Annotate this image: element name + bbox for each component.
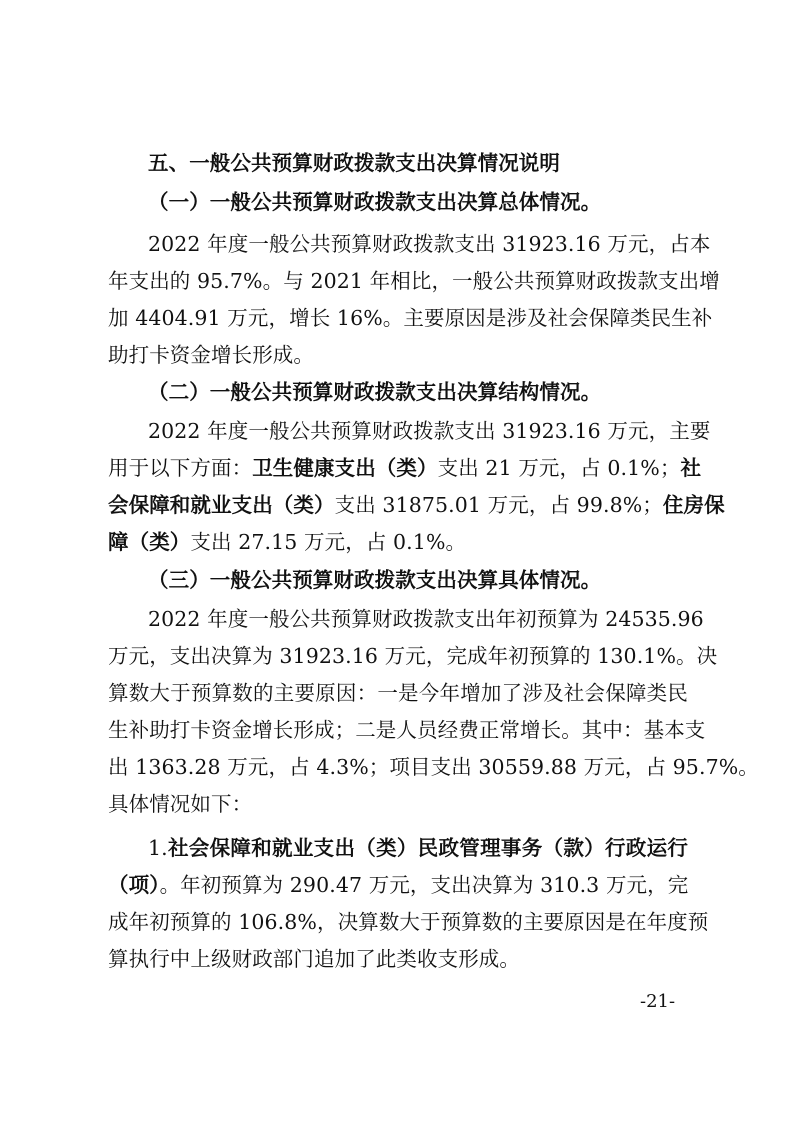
- paragraph-line: 出 1363.28 万元，占 4.3%；项目支出 30559.88 万元，占 95.7%。: [108, 755, 759, 779]
- paragraph-line: 2022 年度一般公共预算财政拨款支出年初预算为 24535.96: [148, 607, 704, 631]
- subsection-heading-2: （二）一般公共预算财政拨款支出决算结构情况。: [148, 380, 602, 404]
- paragraph-line-mixed: [108, 456, 702, 480]
- text-span: 支出 27.15 万元，占 0.1%。: [190, 530, 467, 554]
- page-number: -21-: [640, 991, 676, 1012]
- item-heading-line: [148, 838, 688, 859]
- category-name: 卫生健康支出（类）: [252, 456, 438, 480]
- paragraph-line-mixed: [108, 493, 725, 517]
- item-number: 1.: [148, 836, 168, 860]
- category-name: 会保障和就业支出（类）: [108, 493, 335, 517]
- text-span: 支出 21 万元，占 0.1%；: [437, 456, 681, 480]
- section-heading: 五、一般公共预算财政拨款支出决算情况说明: [148, 151, 560, 175]
- paragraph-line: 具体情况如下：: [108, 792, 253, 816]
- text-span: 支出 31875.01 万元，占 99.8%；: [334, 493, 663, 517]
- paragraph-line: 生补助打卡资金增长形成；二是人员经费正常增长。其中：基本支: [108, 718, 706, 742]
- paragraph-line: 算数大于预算数的主要原因：一是今年增加了涉及社会保障类民: [108, 681, 688, 705]
- paragraph-line: 万元，支出决算为 31923.16 万元，完成年初预算的 130.1%。决: [108, 644, 718, 668]
- subsection-heading-1: （一）一般公共预算财政拨款支出决算总体情况。: [148, 190, 602, 214]
- paragraph-line-mixed: [108, 532, 688, 553]
- paragraph-line: 年支出的 95.7%。与 2021 年相比，一般公共预算财政拨款支出增: [108, 269, 720, 293]
- paragraph-line: 成年初预算的 106.8%，决算数大于预算数的主要原因是在年度预: [108, 910, 709, 934]
- subsection-heading-3: （三）一般公共预算财政拨款支出决算具体情况。: [148, 568, 602, 592]
- item-title: 社会保障和就业支出（类）民政管理事务（款）行政运行: [167, 836, 688, 860]
- paragraph-line: 算执行中上级财政部门追加了此类收支形成。: [108, 947, 520, 971]
- text-span: 。年初预算为 290.47 万元，支出决算为 310.3 万元，完: [159, 873, 689, 897]
- paragraph-line: 助打卡资金增长形成。: [108, 343, 314, 367]
- paragraph-line: 2022 年度一般公共预算财政拨款支出 31923.16 万元，占本: [148, 232, 711, 256]
- category-name: 社: [680, 456, 702, 480]
- category-name: 住房保: [662, 493, 725, 517]
- item-title: （项）: [108, 873, 160, 897]
- paragraph-line: 2022 年度一般公共预算财政拨款支出 31923.16 万元，主要: [148, 419, 711, 443]
- text-span: 用于以下方面：: [108, 456, 253, 480]
- category-name: 障（类）: [108, 530, 191, 554]
- paragraph-line: 加 4404.91 万元，增长 16%。主要原因是涉及社会保障类民生补: [108, 306, 713, 330]
- paragraph-line-mixed: [108, 875, 688, 896]
